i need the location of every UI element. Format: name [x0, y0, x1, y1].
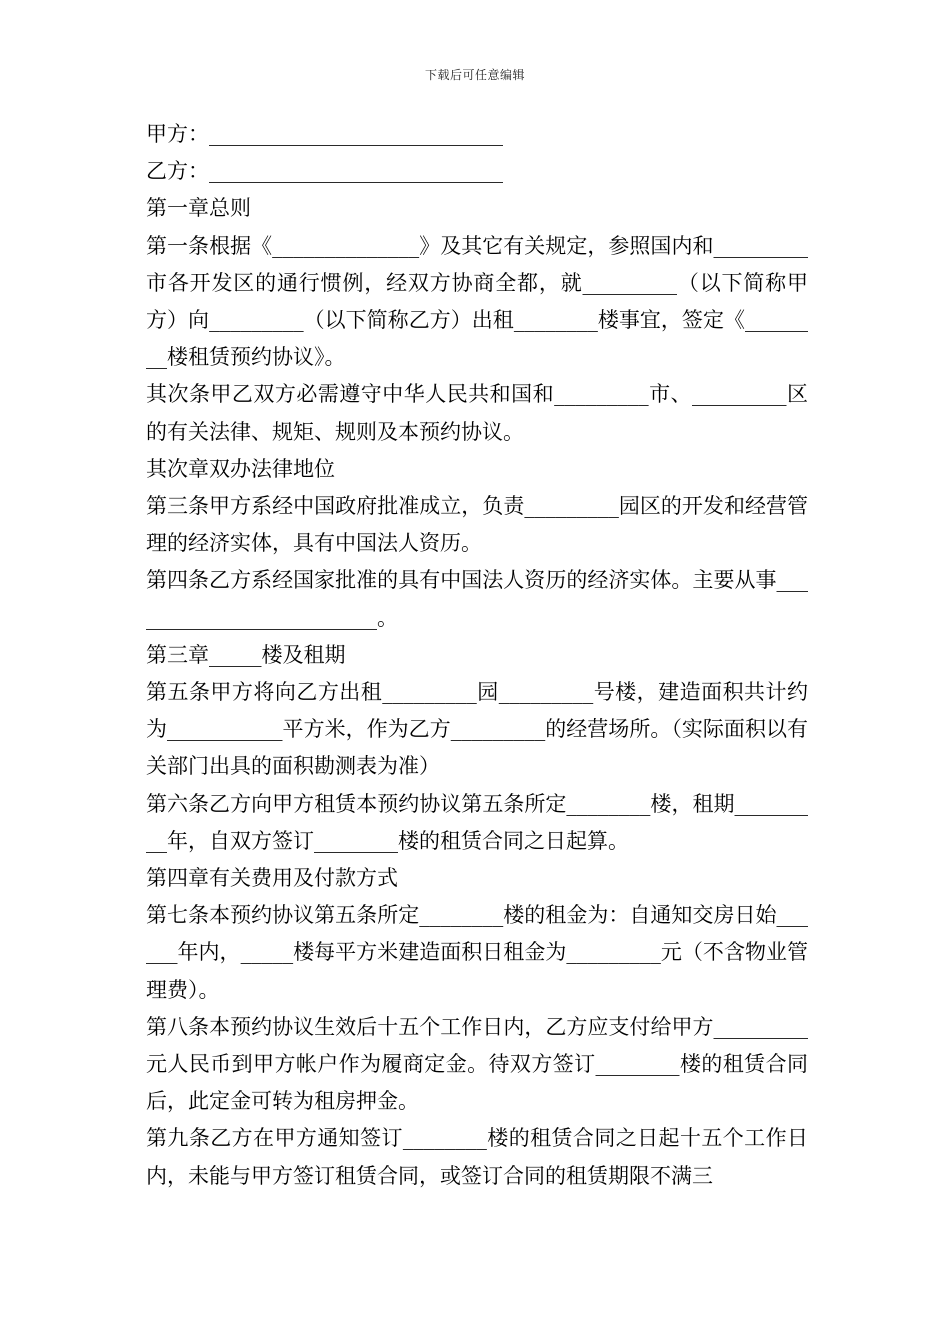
article-4: 第四条乙方系经国家批准的具有中国法人资历的经济实体。主要从事_________________________。: [146, 568, 808, 630]
chapter-3-heading: 第三章_____楼及租期: [146, 642, 346, 667]
article-2: 其次条甲乙双方必需遵守中华人民共和国和_________市、_________区的有关法律、规矩、规则及本预约协议。: [146, 382, 808, 444]
page-header: 下载后可任意编辑: [424, 68, 525, 82]
article-3: 第三条甲方系经中国政府批准成立，负责_________园区的开发和经营管理的经济实体，具有中国法人资历。: [146, 494, 808, 556]
party-a-line: 甲方：____________________________: [146, 122, 503, 146]
article-7: 第七条本预约协议第五条所定________楼的租金为：自通知交房日始______年内，_____楼每平方米建造面积日租金为_________元（不含物业管理费）。: [146, 903, 808, 1002]
chapter-1-heading: 第一章总则: [146, 196, 251, 221]
article-6: 第六条乙方向甲方租赁本预约协议第五条所定________楼，租期_________年，自双方签订________楼的租赁合同之日起算。: [146, 791, 808, 853]
article-1: 第一条根据《______________》及其它有关规定，参照国内和_________市各开发区的通行惯例，经双方协商全都，就_________（以下简称甲方）向_________（以下简称乙方）出租________楼事宜，签定《________楼租赁预约协议》。: [146, 233, 808, 370]
party-b-line: 乙方：____________________________: [146, 159, 503, 184]
article-8: 第八条本预约协议生效后十五个工作日内，乙方应支付给甲方_________元人民币到甲方帐户作为履商定金。待双方签订________楼的租赁合同后，此定金可转为租房押金。: [146, 1014, 808, 1114]
document-body: [146, 116, 808, 1195]
article-5: 第五条甲方将向乙方出租_________园_________号楼，建造面积共计约为___________平方米，作为乙方_________的经营场所。（实际面积以有关部门出具的面积勘测表为准）: [146, 680, 808, 779]
article-9: 第九条乙方在甲方通知签订________楼的租赁合同之日起十五个工作日内，未能与甲方签订租赁合同，或签订合同的租赁期限不满三: [146, 1126, 808, 1188]
chapter-2-heading: 其次章双办法律地位: [146, 456, 335, 481]
chapter-4-heading: 第四章有关费用及付款方式: [146, 866, 398, 891]
